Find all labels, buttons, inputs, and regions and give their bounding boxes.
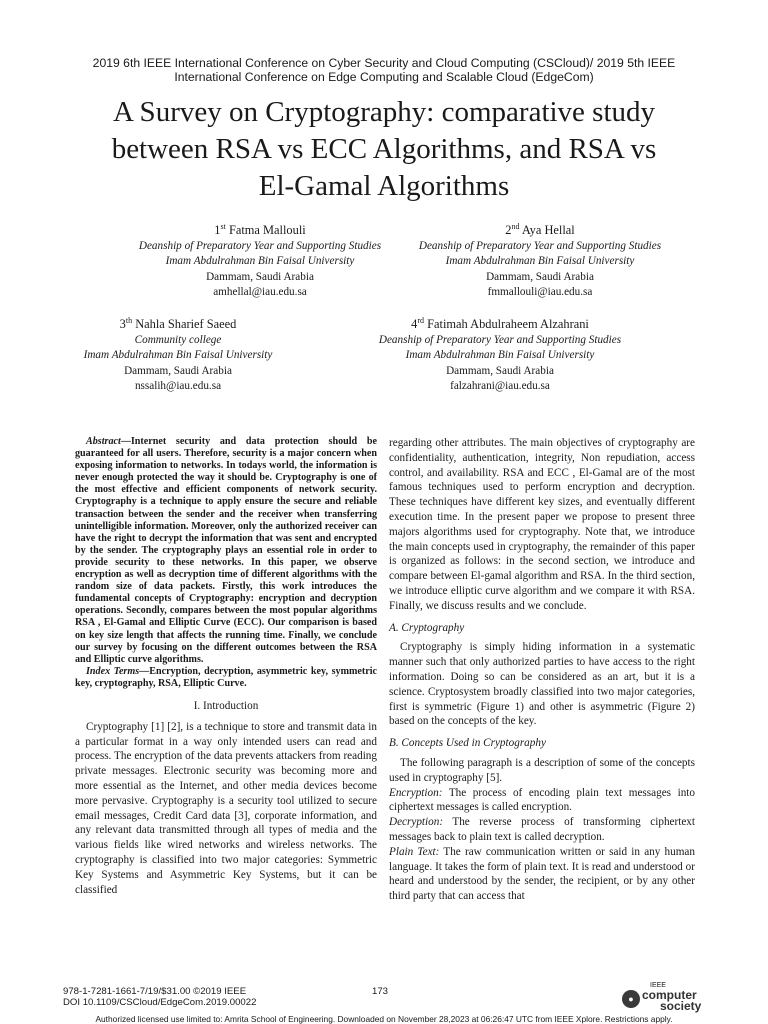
title-line-1: A Survey on Cryptography: comparative study <box>112 96 656 128</box>
subsection-heading-concepts: B. Concepts Used in Cryptography <box>389 737 546 750</box>
author-org-3: Imam Abdulrahman Bin Faisal University <box>83 349 273 362</box>
ieee-logo-icon: ● <box>622 990 640 1008</box>
index-terms <box>75 666 377 690</box>
index-terms-text: —Encryption, decryption, asymmetric key, symmetric key, cryptography, RSA, Elliptic Curve. <box>75 665 377 689</box>
author-dept-2: Deanship of Preparatory Year and Supporting Studies <box>418 240 662 253</box>
author-name-1: 1st Fatma Mallouli <box>214 222 306 238</box>
author-org-4: Imam Abdulrahman Bin Faisal University <box>405 349 595 362</box>
author-city-2: Dammam, Saudi Arabia <box>486 270 594 283</box>
author-city-3: Dammam, Saudi Arabia <box>124 364 232 377</box>
author-name-3: 3th Nahla Sharief Saeed <box>119 316 237 332</box>
conference-line-1: 2019 6th IEEE International Conference on Cyber Security and Cloud Computing (CSCloud)/ 2019 5th IEEE <box>92 56 676 70</box>
decryption-text: The reverse process of transforming ciphertext messages back to plain text is called decryption. <box>389 816 695 843</box>
footer-isbn: 978-1-7281-1661-7/19/$31.00 ©2019 IEEE <box>63 986 247 997</box>
right-paragraph-1: regarding other attributes. The main objectives of cryptography are confidentiality, authentication, integrity, Non repudiation, access control, and availability. RSA and ECC , El-Gamal are of the most famous techniques used to perform encryption and decryption. These techniques have different key sizes, and eventually different execution time. In the present paper we propose to present three majors algorithms used for cryptography. Note that, we introduce the main concepts used in cryptography, the remainder of this paper is organized as follows: in the second section, we introduce and compare between El-gamal algorithm and RSA. In the third section, we introduce elliptic curve algorithm and we compare it with RSA. Finally, we discuss results and we conclude. <box>389 437 695 612</box>
author-name-4: 4rd Fatimah Abdulraheem Alzahrani <box>411 316 589 332</box>
page-number: 173 <box>372 986 389 997</box>
logo-word-society: society <box>660 999 702 1013</box>
author-email-1[interactable]: amhellal@iau.edu.sa <box>213 285 307 298</box>
left-column <box>75 436 377 897</box>
author-dept-1: Deanship of Preparatory Year and Supporting Studies <box>138 240 382 253</box>
index-terms-lead: Index Terms <box>86 665 140 677</box>
decryption-term: Decryption: <box>389 816 444 829</box>
paper-title <box>60 94 708 205</box>
author-name-2: 2nd Aya Hellal <box>505 222 575 238</box>
footer-identifiers <box>63 986 256 1008</box>
conference-line-2: International Conference on Edge Computing and Scalable Cloud (EdgeCom) <box>174 70 594 84</box>
author-city-4: Dammam, Saudi Arabia <box>446 364 554 377</box>
abstract-lead: Abstract <box>86 436 121 447</box>
concepts-paragraph: The following paragraph is a description of some of the concepts used in cryptography [5]. <box>389 756 695 784</box>
right-column <box>389 436 695 904</box>
plaintext-term: Plain Text: <box>389 845 440 858</box>
authorized-use-notice: Authorized licensed use limited to: Amrita School of Engineering. Downloaded on November 28,2023 at 06:26:47 UTC from IEEE Xplore. Restrictions apply. <box>95 1014 673 1024</box>
title-line-2: between RSA vs ECC Algorithms, and RSA vs <box>111 133 657 165</box>
author-email-2[interactable]: fmmallouli@iau.edu.sa <box>487 285 593 298</box>
author-email-4[interactable]: falzahrani@iau.edu.sa <box>450 379 550 392</box>
encryption-definition <box>389 786 695 816</box>
logo-word-computer: computer <box>642 988 697 1002</box>
logo-ieee-text: IEEE <box>650 982 666 989</box>
author-dept-3: Community college <box>134 334 222 347</box>
plaintext-text: The raw communication written or said in any human language. It takes the form of plain text. It is read and understood or heard and understood by the sender, the recipient, or by any other third party that can access that <box>389 845 695 903</box>
cryptography-paragraph: Cryptography is simply hiding information in a systematic manner such that only authorized parties to have access to the right information. Doing so can be considered as an art, but it is a science. Cryptosystem broadly classified into two major categories, first is symmetric (Figure 1) and other is asymmetric (Figure 2) based on the concepts of the key. <box>389 641 695 728</box>
footer-doi: DOI 10.1109/CSCloud/EdgeCom.2019.00022 <box>63 997 257 1008</box>
abstract-text: —Internet security and data protection should be guaranteed for all users. Therefore, security is a major concern when exposing information to networks. In todays world, the information is never enough protected the way it should be. Cryptography is one of the most effective and efficient components of network security. Cryptography is a technique to apply ensure the secure and reliable transaction between the sender and the receiver when transferring unintelligible information. Moreover, only the authorized receiver can have the right to decrypt the information that was sent and encrypted by the sender. The cryptography plays an essential role in order to provide security to these networks. In this paper, we observe encryption as well as decryption time of different algorithms with the random size of data packets. Firstly, this work introduces the fundamental concepts of Cryptography: encryption and decryption operations. Secondly, compares between the most popular algorithms RSA , El-Gamal and Elliptic Curve (ECC). Our comparison is based on key size length that affects the running time. Finally, we conclude our survey by focusing on the different outcomes between the RSA and Elliptic curve algorithms. <box>75 436 377 665</box>
author-block-4 <box>330 312 670 394</box>
title-line-3: El-Gamal Algorithms <box>258 170 510 202</box>
author-email-3[interactable]: nssalih@iau.edu.sa <box>134 379 222 392</box>
author-block-2 <box>370 218 710 300</box>
intro-paragraph: Cryptography [1] [2], is a technique to store and transmit data in a particular format in a way only intended users can read and process. The encryption of the data prevents attackers from reading private messages. Electronic security was becoming more and more essential as the Internet, and other media devices become more pervasive. Cryptography is a security tool utilized to secure email messages, Credit Card data [3], corporate information, and any relevant data transmitted through all types of media and the various fields like wired networks and wireless networks. The cryptography is classified into two major categories: Symmetric Key Systems and Asymmetric Key Systems, but it can be classified <box>75 720 377 896</box>
author-org-1: Imam Abdulrahman Bin Faisal University <box>165 255 355 268</box>
conference-header <box>0 56 768 84</box>
section-heading-introduction: I. Introduction <box>193 699 259 712</box>
plaintext-definition <box>389 845 695 904</box>
subsection-heading-cryptography: A. Cryptography <box>389 621 465 634</box>
decryption-definition <box>389 815 695 845</box>
ieee-computer-society-logo <box>622 982 712 1016</box>
author-dept-4: Deanship of Preparatory Year and Supporting Studies <box>378 334 622 347</box>
author-city-1: Dammam, Saudi Arabia <box>206 270 314 283</box>
abstract <box>75 436 377 666</box>
encryption-text: The process of encoding plain text messages into ciphertext messages is called encryption. <box>389 786 695 814</box>
author-org-2: Imam Abdulrahman Bin Faisal University <box>445 255 635 268</box>
author-block-3 <box>58 312 298 394</box>
encryption-term: Encryption: <box>389 786 443 799</box>
